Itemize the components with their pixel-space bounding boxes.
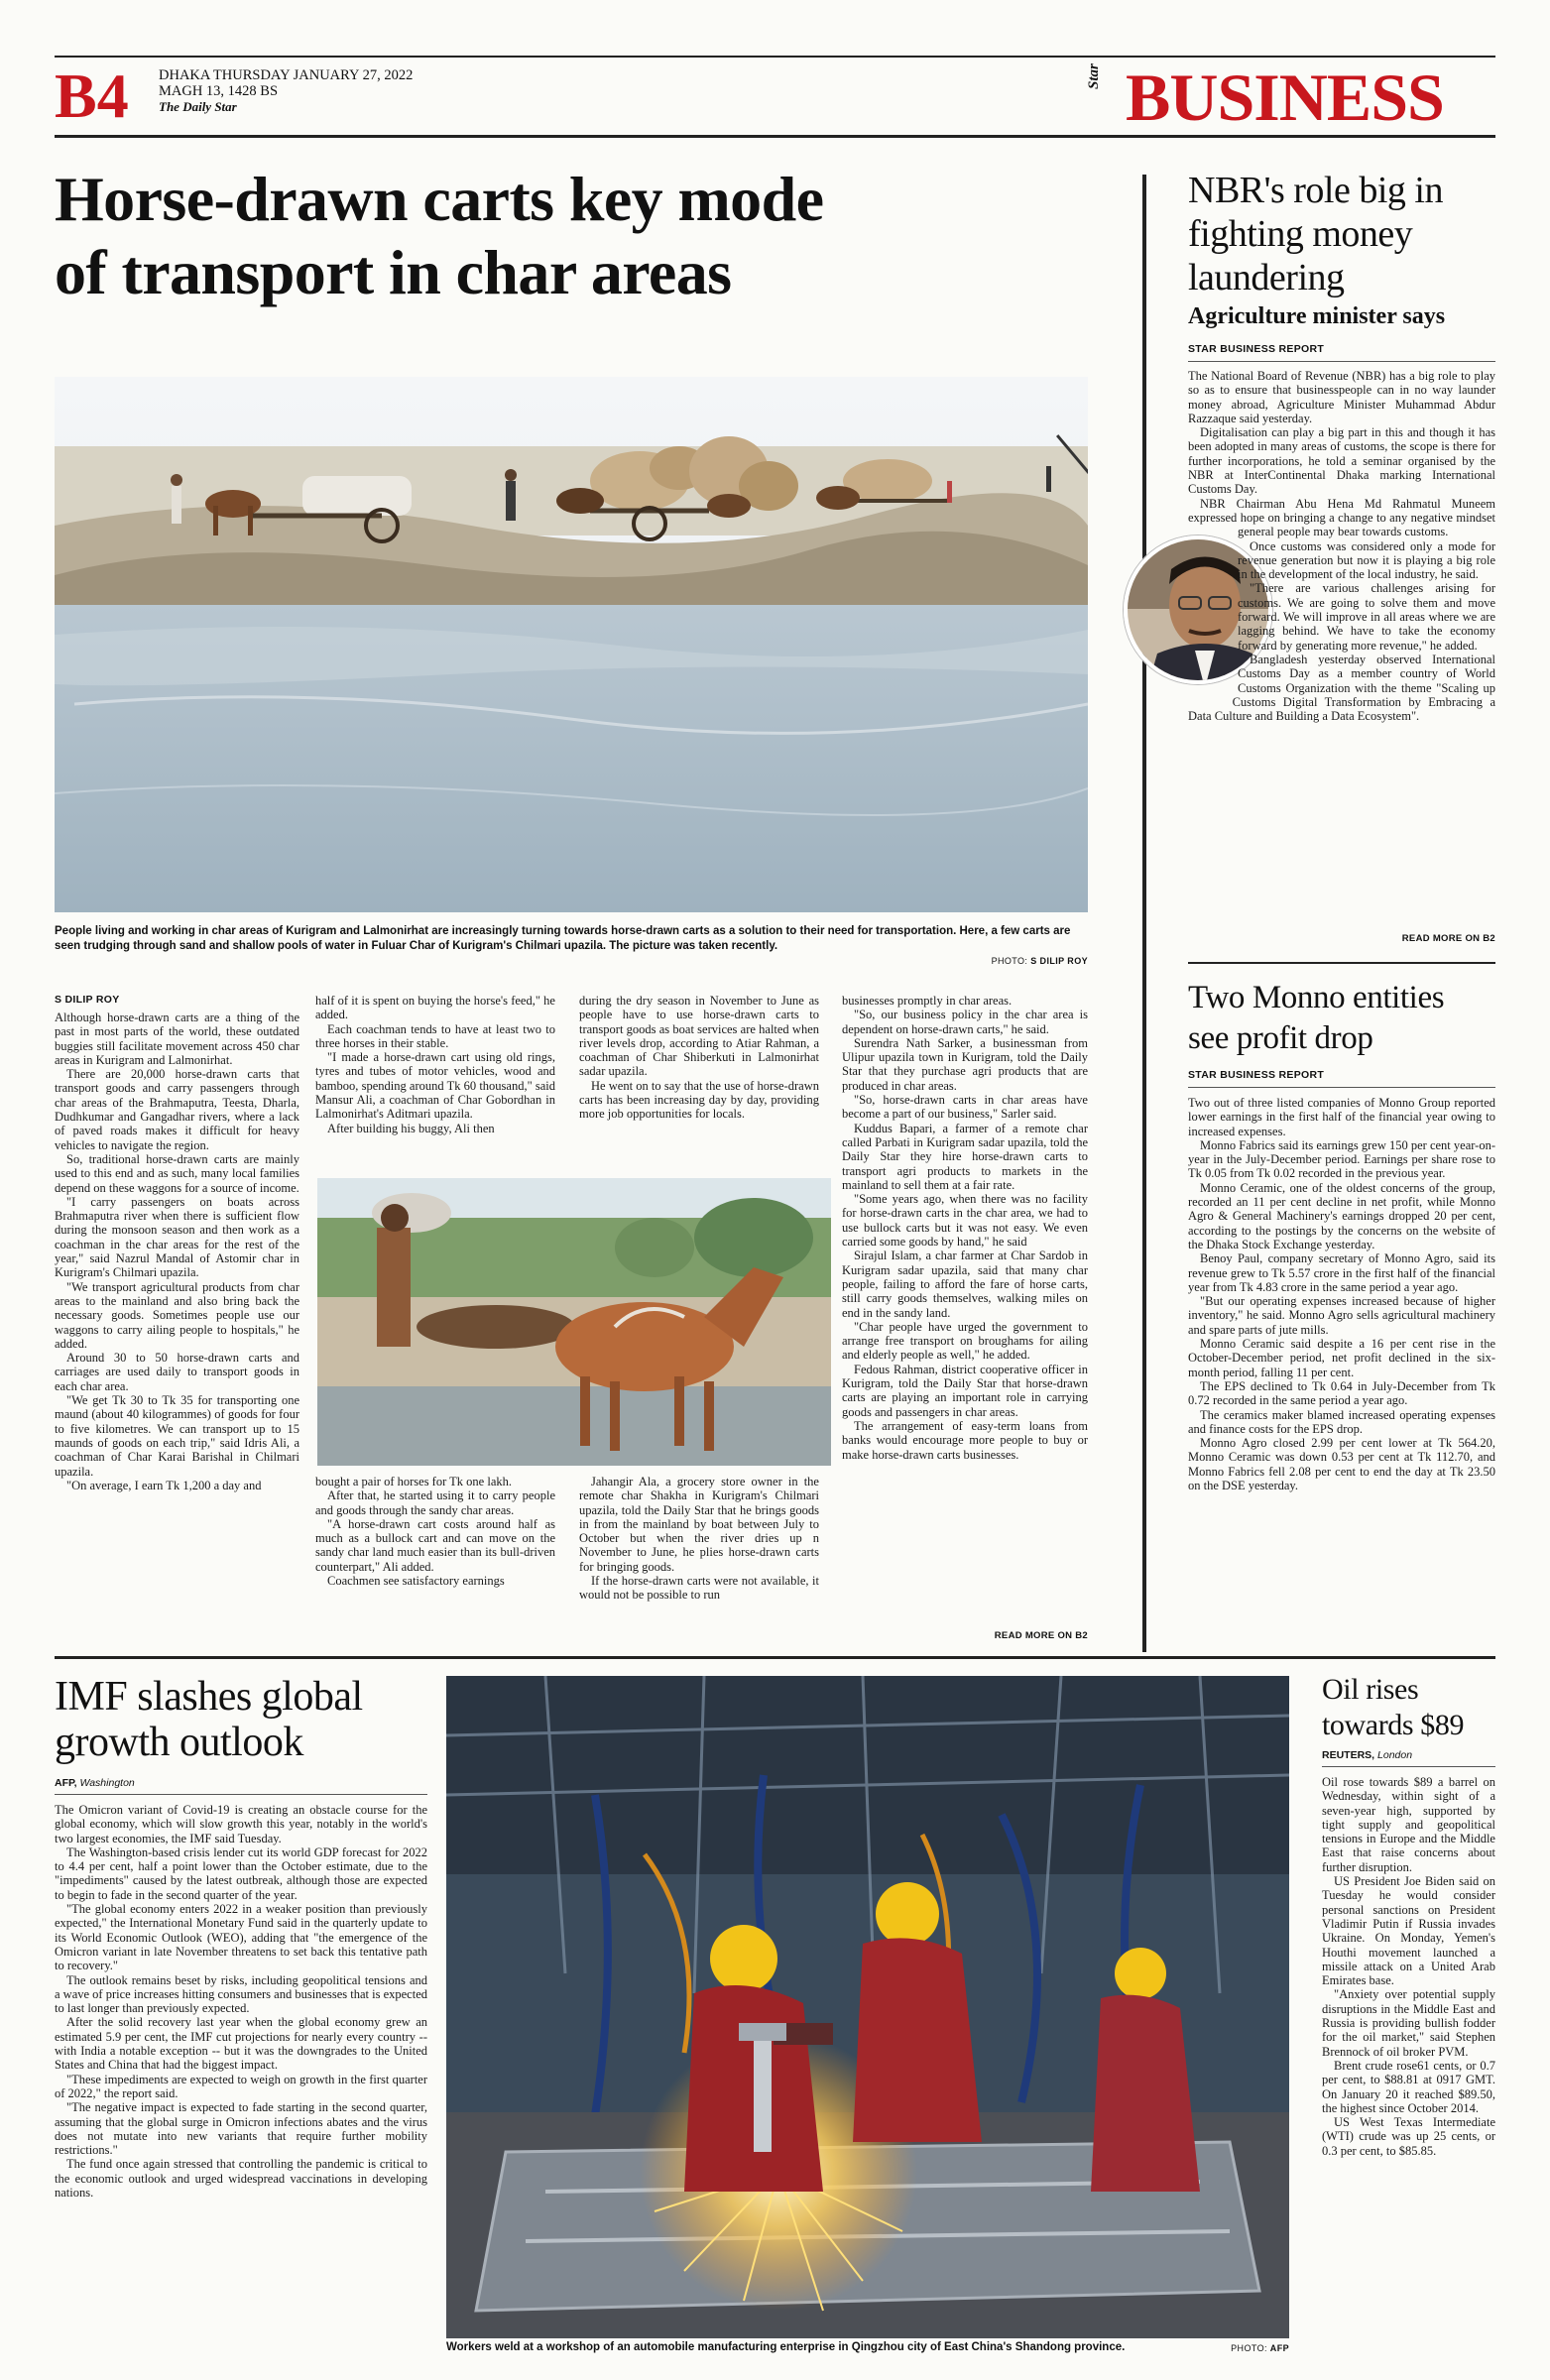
lead-headline <box>55 163 1096 309</box>
lead-para: "Some years ago, when there was no facility for horse-drawn carts in the char area, we had to use bullock carts but it was not easy. We even carried some goods by hand," he said <box>842 1192 1088 1250</box>
lead-headline-line-2: of transport in char areas <box>55 237 732 307</box>
welding-photo <box>446 1676 1289 2338</box>
lead-photo <box>55 377 1088 912</box>
monno-para: The ceramics maker blamed increased operating expenses and finance costs for the EPS drop. <box>1188 1407 1495 1436</box>
photo-label: PHOTO: <box>991 956 1028 966</box>
lead-para: Around 30 to 50 horse-drawn carts and carriages are used daily to transport goods in each char area. <box>55 1351 299 1393</box>
lead-col-3-top <box>579 994 819 1172</box>
imf-para: The Washington-based crisis lender cut its world GDP forecast for 2022 to 4.4 per cent, half a point lower than the October estimate, due to the "impediments" caused by the latest outbreak, although those are expected to begin to fade in the second quarter of the year. <box>55 1844 427 1902</box>
horse-inset-photo <box>317 1178 831 1466</box>
nbr-byline: STAR BUSINESS REPORT <box>1188 343 1325 355</box>
lead-para: "Char people have urged the government to arrange free transport on broughams for ailing and elderly people as well," he added. <box>842 1319 1088 1363</box>
lead-caption-text: People living and working in char areas of Kurigram and Lalmonirhat are increasingly turning towards horse-drawn carts as a solution to their need for transportation. Here, a few carts are seen trudging through sand and shallow pools of water in Fuluar Char of Kurigram's Chilmari upazila. The picture was taken recently. <box>55 925 1071 952</box>
monno-headline-line: see profit drop <box>1188 1020 1373 1056</box>
lead-headline-line-1: Horse-drawn carts key mode <box>55 164 824 234</box>
lead-para: The arrangement of easy-term loans from banks would encourage more people to buy or make horse-drawn carts businesses. <box>842 1418 1088 1462</box>
masthead-rule <box>55 135 1495 138</box>
oil-para: "Anxiety over potential supply disruptions in the Middle East and Russia is providing bullish fodder for the oil market," said Stephen Brennock of oil broker PVM. <box>1322 1987 1495 2059</box>
monno-para: The EPS declined to Tk 0.64 in July-December from Tk 0.72 recorded in the same period a year ago. <box>1188 1378 1495 1408</box>
lead-para: So, traditional horse-drawn carts are mainly used to this end and as such, many local families depend on these waggons for a source of income. <box>55 1151 299 1195</box>
oil-byline-place: London <box>1377 1749 1413 1761</box>
oil-headline-line: towards $89 <box>1322 1709 1465 1741</box>
lead-para: Coachmen see satisfactory earnings <box>327 1574 505 1589</box>
imf-para: "These impediments are expected to weigh on growth in the first quarter of 2022," the report said. <box>55 2072 427 2100</box>
oil-byline-rule <box>1322 1766 1495 1767</box>
nbr-para: Once customs was considered only a mode for revenue generation but now it is playing a big role in the development of the local industry, he said. <box>1238 538 1495 582</box>
lead-para: Surendra Nath Sarker, a businessman from Ulipur upazila town in Kurigram, told the Daily Star that they purchase agri products that are produced in char areas. <box>842 1035 1088 1093</box>
lead-col-3-bottom <box>579 1475 819 1653</box>
lead-para: "We get Tk 30 to Tk 35 for transporting one maund (about 40 kilogrammes) of goods for four to five kilometres. We can transport up to 15 maunds of goods on each trip," said Idris Ali, a coachman of Char Karai Barishal in Chilmari upazila. <box>55 1393 299 1479</box>
section-logo: Star <box>1086 63 1102 89</box>
monno-para: "But our operating expenses increased because of higher inventory," he said. Monno Agro sells agricultural machinery and spare parts of jute mills. <box>1188 1294 1495 1337</box>
lead-para: If the horse-drawn carts were not available, it would not be possible to run <box>579 1574 819 1603</box>
page-number: B4 <box>55 60 129 131</box>
nbr-para: NBR Chairman Abu Hena Md Rahmatul Muneem expressed hope on bringing a change to any negative mindset general people may bear towards customs. <box>1188 496 1495 539</box>
lead-para: After building his buggy, Ali then <box>327 1121 495 1135</box>
monno-byline-rule <box>1188 1087 1495 1088</box>
imf-body <box>55 1803 427 2372</box>
nbr-para: Bangladesh yesterday observed International Customs Day as a member country of World Customs Organization with the theme "Scaling up Customs Digital Transformation by Embracing a Data Culture and Building a Data Ecosystem". <box>1188 652 1495 724</box>
paper-name: The Daily Star <box>159 99 237 114</box>
photo-credit-name: S DILIP ROY <box>1030 956 1088 966</box>
lead-para: Although horse-drawn carts are a thing of the past in most parts of the world, these outdated buggies still facilitate movement across 450 char areas in Kurigram and Lalmonirhat. <box>55 1011 299 1067</box>
photo-label: PHOTO: <box>1231 2343 1267 2353</box>
lead-para: "We transport agricultural products from char areas to the mainland and also bring back the necessary goods. Sometimes people use our waggons to carry ailing people to hospitals," he added. <box>55 1279 299 1351</box>
imf-byline <box>55 1777 135 1789</box>
lead-para: After that, he started using it to carry people and goods through the sandy char areas. <box>315 1488 555 1517</box>
lead-para: There are 20,000 horse-drawn carts that transport goods and carry passengers through char areas of the Brahmaputra, Teesta, Dharla, Dudhkumar and Gangadhar rivers, where a lack of paved roads makes it difficult for heavy vehicles to navigate the region. <box>55 1067 299 1152</box>
imf-headline <box>55 1674 431 1765</box>
nbr-para: "There are various challenges arising for customs. We are going to solve them and move forward. We will improve in all areas where we are lagging behind. We have to take the economy forward by generating more revenue," he added. <box>1238 581 1495 653</box>
right-rail-rule <box>1142 175 1146 1652</box>
nbr-headline-line: NBR's role big in <box>1188 170 1443 211</box>
section-title: BUSINESS <box>1126 60 1444 135</box>
monno-headline <box>1188 978 1495 1059</box>
monno-para: Monno Ceramic, one of the oldest concerns of the group, recorded an 11 per cent decline in net profit, while Monno Agro & General Machinery's earnings dropped 20 per cent, according to the postings by the concerns on the website of the Dhaka Stock Exchange yesterday. <box>1188 1180 1495 1251</box>
nbr-headline-line: laundering <box>1188 257 1345 298</box>
photo-credit-name: AFP <box>1269 2343 1289 2353</box>
lead-col-2-top <box>315 994 555 1172</box>
nbr-read-more[interactable]: READ MORE ON B2 <box>1401 933 1495 944</box>
monno-para: Two out of three listed companies of Monno Group reported lower earnings in the first half of the financial year owing to increased expenses. <box>1188 1096 1495 1138</box>
oil-para: Brent crude rose61 cents, or 0.7 per cent, to $88.81 at 0917 GMT. On January 20 it reached $89.50, the highest since October 2014. <box>1322 2058 1495 2115</box>
imf-para: After the solid recovery last year when the global economy grew an estimated 5.9 per cent, the IMF cut projections for nearly every country -- with India a notable exception -- but it was the downgrades to the United States and China that had the biggest impact. <box>55 2015 427 2073</box>
lead-para: "A horse-drawn cart costs around half as much as a bullock cart and can move on the sandy char land much easier than its bull-driven counterpart," Ali added. <box>315 1516 555 1574</box>
imf-para: The fund once again stressed that controlling the pandemic is critical to the economic outlook and urged widespread vaccinations in developing nations. <box>55 2157 427 2201</box>
date-line: DHAKA THURSDAY JANUARY 27, 2022 <box>159 67 414 83</box>
lead-para: Fedous Rahman, district cooperative officer in Kurigram, told the Daily Star that horse-drawn carts are playing an important role in carrying goods and passengers in char areas. <box>842 1362 1088 1419</box>
lead-para: "On average, I earn Tk 1,200 a day and <box>66 1478 262 1492</box>
photo-wrap-spacer <box>1188 497 1238 730</box>
nbr-headline-line: fighting money <box>1188 213 1413 255</box>
oil-para: Oil rose towards $89 a barrel on Wednesday, within sight of a seven-year high, supported by tight supply and geopolitical tensions in Europe and the Middle East that raise concerns about further disruption. <box>1322 1775 1495 1874</box>
oil-body <box>1322 1775 1495 2370</box>
lower-section-rule <box>55 1656 1495 1659</box>
nbr-byline-rule <box>1188 361 1495 362</box>
lead-col-1 <box>55 1011 299 1653</box>
lead-col-4 <box>842 994 1088 1613</box>
lead-read-more[interactable]: READ MORE ON B2 <box>994 1630 1088 1641</box>
lead-photo-credit <box>977 956 1088 966</box>
lead-col-2-bottom <box>315 1475 555 1653</box>
lead-para: businesses promptly in char areas. <box>842 994 1013 1008</box>
imf-para: The outlook remains beset by risks, including geopolitical tensions and a wave of price increases hitting consumers and businesses that is expected to last longer than previously expected. <box>55 1972 427 2016</box>
monno-para: Monno Fabrics said its earnings grew 150 per cent year-on-year in the July-December period. Earnings per share rose to Tk 0.05 from Tk 0.02 recorded in the previous year. <box>1188 1137 1495 1181</box>
lead-para: "I carry passengers on boats across Brahmaputra river when there is sufficient flow during the monsoon season and then work as a coachman in the char areas for the rest of the year," said Nazrul Mandal of Astomir char in Kurigram's Chilmari upazila. <box>55 1194 299 1280</box>
lead-para: "I made a horse-drawn cart using old rings, tyres and tubes of motor vehicles, wood and bamboo, spending around Tk 60 thousand," said Mansur Ali, a coachman of Char Gobordhan in Lalmonirhat's Aditmari upazila. <box>315 1050 555 1122</box>
welding-photo-caption <box>446 2340 1200 2355</box>
welding-caption-text: Workers weld at a workshop of an automobile manufacturing enterprise in Qingzhou city of East China's Shandong province. <box>446 2341 1126 2353</box>
imf-headline-line: growth outlook <box>55 1720 303 1765</box>
monno-para: Monno Ceramic said despite a 16 per cent rise in the October-December period, net profit declined in the six-month period, falling 11 per cent. <box>1188 1337 1495 1379</box>
lead-photo-caption <box>55 924 1088 954</box>
monno-byline: STAR BUSINESS REPORT <box>1188 1069 1325 1081</box>
horse-cart-scene <box>55 377 1088 912</box>
lead-para: "So, horse-drawn carts in char areas have become a part of our business," Sarler said. <box>842 1093 1088 1122</box>
nbr-headline <box>1188 169 1495 299</box>
nbr-subhead: Agriculture minister says <box>1188 303 1446 329</box>
lead-para: Jahangir Ala, a grocery store owner in the remote char Shakha in Kurigram's Chilmari upazila, told the Daily Star that he brings goods in from the mainland by boat between July to October but when the river dries up n November to June, he plies horse-drawn carts for bringing goods. <box>579 1475 819 1574</box>
oil-headline <box>1322 1672 1495 1743</box>
bangla-date: MAGH 13, 1428 BS <box>159 83 279 99</box>
imf-headline-line: IMF slashes global <box>55 1674 363 1720</box>
nbr-end-rule <box>1188 962 1495 964</box>
lead-para: He went on to say that the use of horse-drawn carts has been increasing day by day, providing more job opportunities for locals. <box>579 1078 819 1122</box>
date-block <box>159 67 413 115</box>
lead-byline: S DILIP ROY <box>55 994 120 1006</box>
imf-byline-agency: AFP, <box>55 1777 77 1789</box>
oil-para: US President Joe Biden said on Tuesday he would consider personal sanctions on President Vladimir Putin if Russia invades Ukraine. On Monday, Yemen's Houthi movement launched a missile attack on a United Arab Emirates base. <box>1322 1874 1495 1988</box>
oil-byline <box>1322 1749 1412 1761</box>
nbr-body <box>1188 369 1495 929</box>
imf-para: "The negative impact is expected to fade starting in the second quarter, assuming that the global surge in Omicron infections abates and the virus does not mutate into new variants that require further mobility restrictions." <box>55 2100 427 2158</box>
lead-para: Each coachman tends to have at least two to three horses in their stable. <box>315 1021 555 1050</box>
horse-inset-scene <box>317 1178 831 1466</box>
top-rule <box>55 56 1495 58</box>
lead-para: bought a pair of horses for Tk one lakh. <box>315 1475 512 1488</box>
lead-para: half of it is spent on buying the horse's feed," he added. <box>315 994 555 1022</box>
oil-headline-line: Oil rises <box>1322 1673 1419 1706</box>
oil-para: US West Texas Intermediate (WTI) crude was up 25 cents, or 0.3 per cent, to $85.85. <box>1322 2115 1495 2158</box>
lead-para: Sirajul Islam, a char farmer at Char Sardob in Kurigram sadar upazila, said that many char people, failing to afford the fare of horse carts, still carry goods themselves, walking miles on end in the sandy land. <box>842 1249 1088 1320</box>
monno-para: Benoy Paul, company secretary of Monno Agro, said its revenue grew to Tk 5.57 crore in the first half of the financial year from Tk 4.83 crore in the same period a year ago. <box>1188 1251 1495 1294</box>
imf-byline-rule <box>55 1794 427 1795</box>
oil-byline-agency: REUTERS, <box>1322 1749 1375 1761</box>
imf-para: The Omicron variant of Covid-19 is creating an obstacle course for the global economy, which will slow growth this year, notably in the world's two largest economies, the IMF said Tuesday. <box>55 1803 427 1845</box>
lead-para: Kuddus Bapari, a farmer of a remote char called Parbati in Kurigram sadar upazila, told the Daily Star they hire horse-drawn carts to transport agri products to markets in the mainland to sell them at a fair rate. <box>842 1121 1088 1192</box>
nbr-para: The National Board of Revenue (NBR) has a big role to play so as to ensure that businesspeople can in no way launder money abroad, Agriculture Minister Muhammad Abdur Razzaque said yesterday. <box>1188 369 1495 425</box>
imf-para: "The global economy enters 2022 in a weaker position than previously expected," the International Monetary Fund said in the quarterly update to its World Economic Outlook (WEO), adding that "the emergence of the Omicron variant in late November threatens to set back this tentative path to recovery." <box>55 1902 427 1973</box>
lead-para: during the dry season in November to June as people have to use horse-drawn carts to transport goods as boat services are halted when river levels drop, according to Atiar Rahman, a coachman of Char Shiberkuti in Lalmonirhat sadar upazila. <box>579 994 819 1079</box>
monno-body <box>1188 1096 1495 1651</box>
lead-para: "So, our business policy in the char area is dependent on horse-drawn carts," he said. <box>842 1008 1088 1036</box>
nbr-para: Digitalisation can play a big part in this and though it has been adopted in many areas of customs, the scope is there for further incorporations, he told a seminar organised by the NBR at InterContinental Dhaka marking International Customs Day. <box>1188 425 1495 497</box>
monno-para: Monno Agro closed 2.99 per cent lower at Tk 564.20, Monno Ceramic was down 0.53 per cent at Tk 112.70, and Monno Fabrics fell 2.08 per cent to end the day at Tk 23.50 on the DSE yesterday. <box>1188 1436 1495 1493</box>
welding-workshop-scene <box>446 1676 1289 2338</box>
monno-headline-line: Two Monno entities <box>1188 980 1445 1015</box>
imf-byline-place: Washington <box>79 1777 135 1789</box>
welding-photo-credit <box>1210 2343 1289 2353</box>
